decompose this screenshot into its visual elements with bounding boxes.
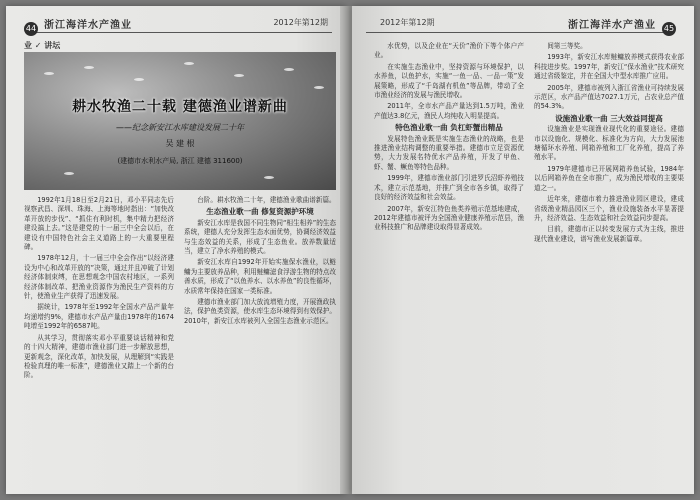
section-tag: 业 ✓ 讲坛 [24,41,61,50]
section-heading: 设施渔业歌一曲 三大效益同提高 [555,113,663,123]
paragraph: 1993年，新安江水库鲢鳙放养模式获得农业部科技进步奖。1997年，新安江“保水渔业”技术研究通过省级鉴定，并在全国大中型水库推广应用。 [534,53,684,81]
paragraph: 建德市渔业部门加大放流增殖力度，开展渔政执法，保护鱼类资源，使水库生态环境得到有效保护。2010年，新安江水库被列入全国生态渔业示范区。 [184,298,336,325]
article-author: 吴 建 根 [165,139,195,148]
paragraph: 新安江水库是我国不同生物同“相生相养”的生态系统，建德人充分发挥生态水面优势，协调经济效益与生态效益的关系，形成了生态鱼业。放养数量适当，建立了净水养殖的模式。 [184,218,336,256]
fish-icon [134,78,144,81]
paragraph: 1978年12月，十一届三中全会作出“以经济建设为中心和改革开放的”决策，通过并且冲破了计划经济体制束缚，在思想观念中国农村地区，一系列经济体制改革、把渔业资源作为渔民生产资料的方针，使渔业生产获得了迅速发展。 [24,254,174,301]
paragraph: 2011年，全市水产品产量达到1.5万吨，渔业产值达3.8亿元，渔民人均纯收入明显提高。 [374,102,524,120]
paragraph: 水优势，以及企业在“天价”渔价下等个体户产业。 [374,42,524,60]
fish-icon [314,86,324,89]
paragraph: 1992年1月18日至2月21日，邓小平同志先后视察武昌、深圳、珠海、上海等地时指出：“加快改革开放的步伐”、“抓住有利时机，集中精力把经济建设搞上去。”这是建党的十一届三中全会以后，在建设有中国特色社会主义道路上的一大重要里程碑。 [24,196,174,252]
paragraph: 台阶。耕水牧渔二十年，建德渔业歌曲谱新篇。 [197,196,336,204]
paragraph: 1999年，建德市渔业部门引进罗氏沼虾养殖技术，建立示范基地，并推广到全市各乡镇，取得了良好的经济效益和社会效益。 [374,174,524,202]
paragraph: 目前，建德市正以转变发展方式为主线，推进现代渔业建设，谱写渔业发展新篇章。 [534,225,684,243]
left-page [6,6,346,494]
fish-icon [284,68,294,71]
fish-icon [234,74,244,77]
left-page-number: 44 [24,22,38,36]
paragraph: 2007年，新安江特色鱼类养殖示范基地建成，2012年建德市被评为全国渔业健康养殖示范县，渔业科技推广和品牌建设取得显著成效。 [374,204,524,232]
journal-title: 浙江海洋水产渔业 [44,20,132,31]
fish-icon [64,172,74,175]
article-subtitle: ——纪念新安江水库建设发展二十年 [116,123,244,132]
right-column-2 [534,42,684,486]
left-page-header [25,16,332,33]
paragraph: 1979年建德市已开展网箱养鱼试验，1984年以后网箱养鱼在全市推广，成为渔民增收的主要渠道之一。 [534,164,684,192]
article-title: 耕水牧渔二十载 建德渔业谱新曲 [72,99,288,115]
fish-icon [44,72,54,75]
paragraph: 近年来，建德市着力推进渔业园区建设，建成省级渔业精品园区三个，渔业设施装备水平显著提升，经济效益、生态效益和社会效益同步提高。 [534,195,684,222]
right-page-header [366,16,675,33]
fish-icon [84,66,94,69]
issue-label: 2012年第12期 [273,18,328,27]
fish-icon [184,62,194,65]
article-banner [24,52,336,190]
journal-title: 浙江海洋水产渔业 [568,20,656,31]
paragraph: 据统计，1978年至1992年全国水产品产量年均递增约9%，建德市水产品产量由1978年的1674吨增至1992年的6587吨。 [24,303,174,331]
right-page-number: 45 [662,22,676,36]
paragraph: 间第三等奖。 [547,42,587,50]
issue-label: 2012年第12期 [380,18,435,27]
right-column-1 [374,42,524,486]
section-heading: 特色渔业歌一曲 负杠虾蟹出精品 [395,123,503,133]
left-column-2 [184,196,336,486]
right-page [352,6,694,494]
paragraph: 从其学习，贯彻落实邓小平重要谈话精神和党的十四大精神，建德市渔业部门进一步解放思想，更新观念，深化改革，加快发展，从理解到“实践是检验真理的唯一标准”，建德渔业又踏上一个新的台阶。 [24,333,174,380]
paragraph: 在实施生态渔业中，坚持资源与环境保护，以水养鱼，以鱼护水，实施“一鱼一品、一品一策”发展策略，形成了“千岛湖有机鱼”等品牌，带动了全市渔业经济的发展与渔民增收。 [374,62,524,100]
fish-icon [264,176,274,179]
section-heading: 生态渔业歌一曲 修复资源护环境 [206,207,314,217]
left-column-1 [24,196,174,486]
article-affiliation: (建德市水利水产局, 浙江 建德 311600) [117,157,243,165]
paragraph: 新安江水库自1992年开始实施保水渔业，以鲢鳙为主要放养品种，利用鲢鳙滤食浮游生物的特点改善水质，形成了“以鱼养水、以水养鱼”的良性循环，水质常年保持在国家一类标准。 [184,258,336,295]
paragraph: 发展特色渔业既是实施生态渔业的战略，也是推进渔业结构调整的重要举措。建德市立足资源优势，大力发展名特优水产品养殖，开发了甲鱼、虾、蟹、鳜鱼等特色品种。 [374,134,524,171]
paragraph: 设施渔业是实现渔业现代化的重要途径。建德市以设施化、规模化、标准化为方向，大力发展池塘循环水养殖、网箱养殖和工厂化养殖，提高了养殖水平。 [534,125,684,162]
paragraph: 2005年，建德市被列入浙江省渔业可持续发展示范区，水产品产值达7027.1万元，占农业总产值的54.3%。 [534,83,684,111]
